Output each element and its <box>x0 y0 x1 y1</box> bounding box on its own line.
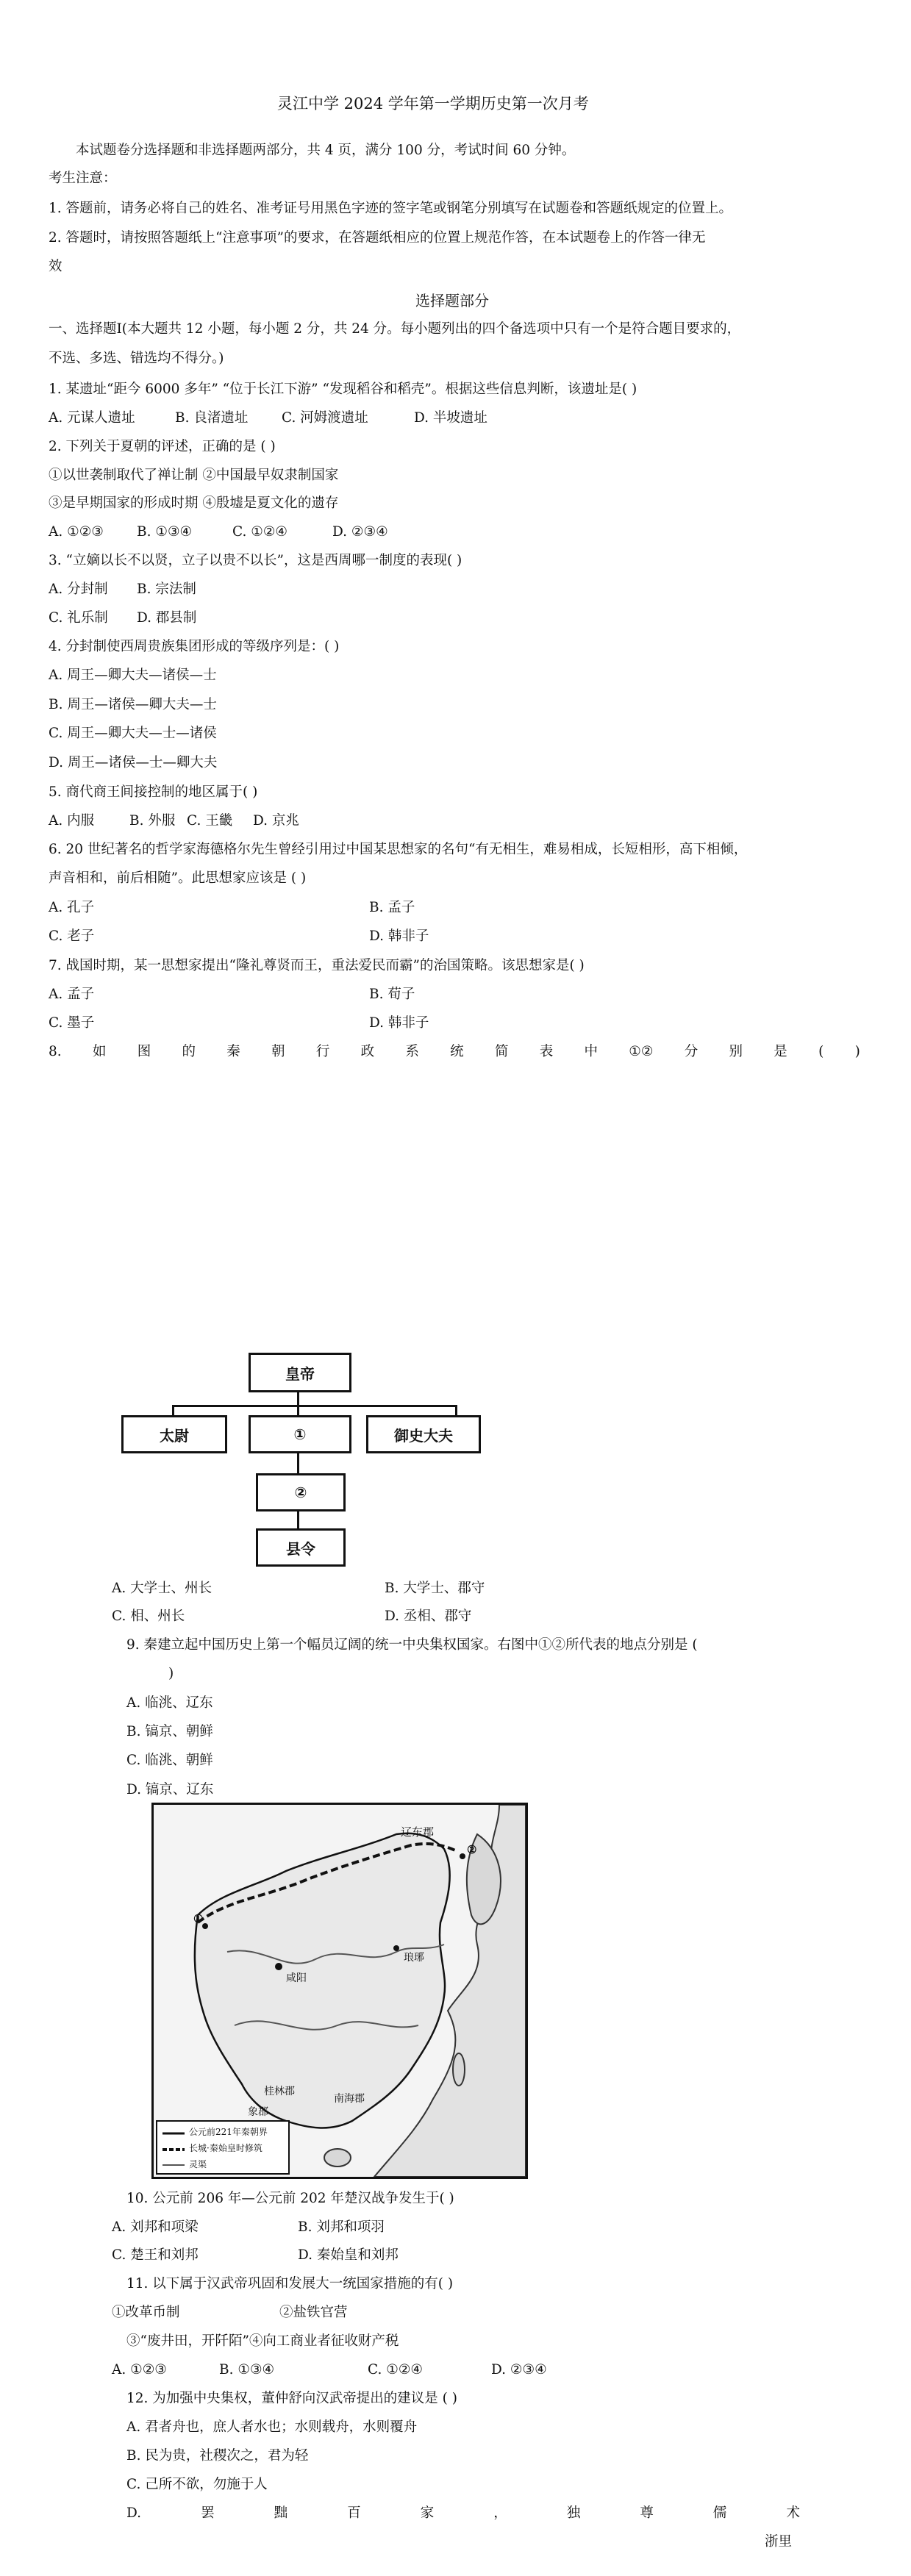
q4-option-a: A. 周王—卿大夫—诸侯—士 <box>49 668 217 683</box>
q8-stem-char: ( <box>818 1044 824 1059</box>
q11-stem: 11. 以下属于汉武帝巩固和发展大一统国家措施的有( ) <box>126 2276 454 2291</box>
q9-stem-line-1: 9. 秦建立起中国历史上第一个幅员辽阔的统一中央集权国家。右图中①②所代表的地点分别是 ( <box>126 1637 698 1653</box>
q12-option-d-char: 儒 <box>712 2505 727 2521</box>
q5-option-b: B. 外服 <box>129 813 176 829</box>
q8-stem-char: 表 <box>539 1044 554 1059</box>
map-label-xianyang: 咸阳 <box>286 1972 307 1984</box>
q3-option-a: A. 分封制 <box>49 582 108 597</box>
diagram-box-2: ② <box>256 1473 346 1511</box>
q8-stem-char: 8. <box>49 1044 62 1059</box>
diagram-connector <box>297 1405 299 1415</box>
q12-stem: 12. 为加强中央集权，董仲舒向汉武帝提出的建议是 ( ) <box>126 2391 457 2406</box>
q12-option-d-char: 黜 <box>274 2505 288 2521</box>
q8-stem-char: 中 <box>584 1044 599 1059</box>
exam-title: 灵江中学 2024 学年第一学期历史第一次月考 <box>277 95 589 112</box>
notice-1: 1. 答题前，请务必将自己的姓名、准考证号用黑色字迹的签字笔或钢笔分别填写在试题卷和答题纸规定的位置上。 <box>49 201 733 216</box>
q8-stem-char: 行 <box>315 1044 330 1059</box>
q4-stem: 4. 分封制使西周贵族集团形成的等级序列是：( ) <box>49 639 340 654</box>
diagram-box-1: ① <box>249 1415 351 1453</box>
map-label-xiang: 象郡 <box>248 2106 268 2118</box>
q12-option-d-char: 尊 <box>640 2505 654 2521</box>
q6-option-a: A. 孔子 <box>49 900 95 915</box>
q9-option-d: D. 镐京、辽东 <box>126 1782 214 1797</box>
q12-option-d-char: 百 <box>347 2505 361 2521</box>
q8-stem-char: 系 <box>405 1044 419 1059</box>
map-marker-2: ② <box>467 1843 477 1856</box>
q9-option-b: B. 镐京、朝鲜 <box>126 1724 213 1739</box>
map-label-langya: 琅琊 <box>404 1952 424 1964</box>
notice-heading: 考生注意： <box>49 171 117 186</box>
q12-option-d-char: ， <box>493 2505 507 2521</box>
q8-stem-char: 朝 <box>271 1044 285 1059</box>
q12-option-b: B. 民为贵，社稷次之，君为轻 <box>126 2448 309 2464</box>
q8-stem-char: 秦 <box>226 1044 240 1059</box>
notice-2-line-2: 效 <box>49 259 62 274</box>
q8-stem-char: 简 <box>494 1044 509 1059</box>
q9-option-c: C. 临洮、朝鲜 <box>126 1753 213 1768</box>
diagram-box-county-magistrate: 县令 <box>256 1528 346 1567</box>
q1-option-b: B. 良渚遗址 <box>175 410 249 426</box>
q10-option-a: A. 刘邦和项梁 <box>112 2219 199 2235</box>
q4-option-c: C. 周王—卿大夫—士—诸侯 <box>49 726 217 741</box>
q8-stem-char: 的 <box>182 1044 196 1059</box>
q8-stem-char: 分 <box>684 1044 699 1059</box>
q3-option-b: B. 宗法制 <box>137 582 196 597</box>
q12-option-d-char: 家 <box>420 2505 435 2521</box>
q8-stem <box>49 1044 860 1060</box>
q8-stem-char: 如 <box>92 1044 107 1059</box>
q12-option-d-char: 罢 <box>201 2505 215 2521</box>
q8-stem-char: 政 <box>360 1044 375 1059</box>
q5-option-d: D. 京兆 <box>253 813 299 829</box>
q12-option-d <box>126 2505 800 2522</box>
diagram-box-emperor: 皇帝 <box>249 1353 351 1392</box>
footer-mark: 浙里 <box>765 2534 793 2550</box>
q3-option-c: C. 礼乐制 <box>49 610 108 626</box>
q12-option-d-char: D. <box>126 2505 142 2521</box>
diagram-connector <box>172 1405 174 1415</box>
q8-option-d: D. 丞相、郡守 <box>385 1609 472 1624</box>
q8-stem-char: ①② <box>629 1044 654 1059</box>
q3-stem: 3. “立嫡以长不以贤，立子以贵不以长”，这是西周哪一制度的表现( ) <box>49 553 462 568</box>
q5-option-c: C. 王畿 <box>187 813 233 829</box>
q10-option-d: D. 秦始皇和刘邦 <box>298 2247 399 2263</box>
q1-option-d: D. 半坡遗址 <box>414 410 487 426</box>
q6-stem-line-1: 6. 20 世纪著名的哲学家海德格尔先生曾经引用过中国某思想家的名句“有无相生，难易相成，长短相形，高下相倾， <box>49 842 748 857</box>
q11-statement-1: ①改革币制 <box>112 2305 180 2320</box>
diagram-connector <box>297 1451 299 1473</box>
q8-option-b: B. 大学士、郡守 <box>385 1581 485 1596</box>
q8-stem-char: 图 <box>137 1044 151 1059</box>
q11-statement-2: ②盐铁官营 <box>279 2305 348 2320</box>
q1-stem: 1. 某遗址“距今 6000 多年” “位于长江下游” “发现稻谷和稻壳”。根据这些信息判断，该遗址是( ) <box>49 382 637 397</box>
q6-option-c: C. 老子 <box>49 929 95 944</box>
diagram-connector <box>172 1405 457 1407</box>
q1-option-c: C. 河姆渡遗址 <box>282 410 368 426</box>
diagram-connector <box>455 1405 457 1415</box>
q8-stem-char: 是 <box>774 1044 787 1059</box>
q4-option-b: B. 周王—诸侯—卿大夫—士 <box>49 697 217 712</box>
diagram-connector <box>297 1509 299 1528</box>
q11-option-d: D. ②③④ <box>491 2362 547 2378</box>
notice-2-line-1: 2. 答题时，请按照答题纸上“注意事项”的要求，在答题纸相应的位置上规范作答，在本试题卷上的作答一律无 <box>49 230 706 246</box>
map-legend-item-2: 长城·秦始皇时修筑 <box>189 2143 262 2153</box>
q2-statements-1: ①以世袭制取代了禅让制 ②中国最早奴隶制国家 <box>49 468 339 483</box>
diagram-box-taiwei: 太尉 <box>121 1415 227 1453</box>
part1-instructions-line-1: 一、选择题Ⅰ(本大题共 12 小题，每小题 2 分，共 24 分。每小题列出的四个备选项中只有一个是符合题目要求的， <box>49 321 741 337</box>
q2-statements-2: ③是早期国家的形成时期 ④殷墟是夏文化的遗存 <box>49 495 339 511</box>
q7-option-b: B. 荀子 <box>369 987 415 1002</box>
qin-territory-map <box>151 1803 528 2179</box>
q8-option-c: C. 相、州长 <box>112 1609 185 1624</box>
map-legend-item-1: 公元前221年秦朝界 <box>189 2127 268 2137</box>
map-label-guilin: 桂林郡 <box>264 2086 295 2097</box>
exam-intro: 本试题卷分选择题和非选择题两部分，共 4 页，满分 100 分，考试时间 60 分钟。 <box>76 143 576 158</box>
map-label-liaodong: 辽东郡 <box>401 1825 435 1839</box>
q11-option-a: A. ①②③ <box>112 2362 167 2378</box>
q5-stem: 5. 商代商王间接控制的地区属于( ) <box>49 784 258 800</box>
q7-option-d: D. 韩非子 <box>369 1015 429 1031</box>
q2-option-a: A. ①②③ <box>49 524 104 540</box>
q12-option-a: A. 君者舟也，庶人者水也；水则载舟，水则覆舟 <box>126 2419 418 2435</box>
q8-stem-char: 别 <box>729 1044 743 1059</box>
map-drawing <box>154 1805 526 2177</box>
q11-option-b: B. ①③④ <box>219 2362 275 2378</box>
map-legend-item-3: 灵渠 <box>189 2159 207 2169</box>
q7-option-c: C. 墨子 <box>49 1015 95 1031</box>
part1-instructions-line-2: 不选、多选、错选均不得分。) <box>49 351 224 366</box>
q4-option-d: D. 周王—诸侯—士—卿大夫 <box>49 755 218 770</box>
diagram-box-yushi-dafu: 御史大夫 <box>366 1415 481 1453</box>
q1-option-a: A. 元谋人遗址 <box>49 410 135 426</box>
section-title: 选择题部分 <box>415 292 489 310</box>
diagram-connector <box>297 1390 299 1406</box>
q6-option-b: B. 孟子 <box>369 900 415 915</box>
map-label-nanhai: 南海郡 <box>334 2093 365 2105</box>
q8-stem-char: ) <box>854 1044 860 1059</box>
q12-option-d-char: 独 <box>566 2505 581 2521</box>
q2-option-d: D. ②③④ <box>332 524 388 540</box>
q2-option-c: C. ①②④ <box>232 524 288 540</box>
q10-option-c: C. 楚王和刘邦 <box>112 2247 199 2263</box>
q8-stem-char: 统 <box>450 1044 464 1059</box>
q6-option-d: D. 韩非子 <box>369 929 429 944</box>
q6-stem-line-2: 声音相和，前后相随”。此思想家应该是 ( ) <box>49 870 307 886</box>
q8-option-a: A. 大学士、州长 <box>112 1581 212 1596</box>
q11-statement-3: ③“废井田，开阡陌”④向工商业者征收财产税 <box>126 2333 399 2349</box>
q10-stem: 10. 公元前 206 年—公元前 202 年楚汉战争发生于( ) <box>126 2191 454 2206</box>
q12-option-c: C. 己所不欲，勿施于人 <box>126 2477 268 2492</box>
q9-stem-line-2: ) <box>168 1666 174 1681</box>
q12-option-d-char: 术 <box>786 2505 800 2521</box>
q2-option-b: B. ①③④ <box>137 524 193 540</box>
q11-option-c: C. ①②④ <box>368 2362 424 2378</box>
q2-stem: 2. 下列关于夏朝的评述，正确的是 ( ) <box>49 439 276 454</box>
q10-option-b: B. 刘邦和项羽 <box>298 2219 385 2235</box>
q5-option-a: A. 内服 <box>49 813 95 829</box>
q9-option-a: A. 临洮、辽东 <box>126 1695 213 1711</box>
q7-stem: 7. 战国时期，某一思想家提出“隆礼尊贤而王，重法爱民而霸”的治国策略。该思想家是( ) <box>49 958 585 973</box>
q3-option-d: D. 郡县制 <box>137 610 197 626</box>
q7-option-a: A. 孟子 <box>49 987 95 1002</box>
map-marker-1: ① <box>193 1912 204 1925</box>
